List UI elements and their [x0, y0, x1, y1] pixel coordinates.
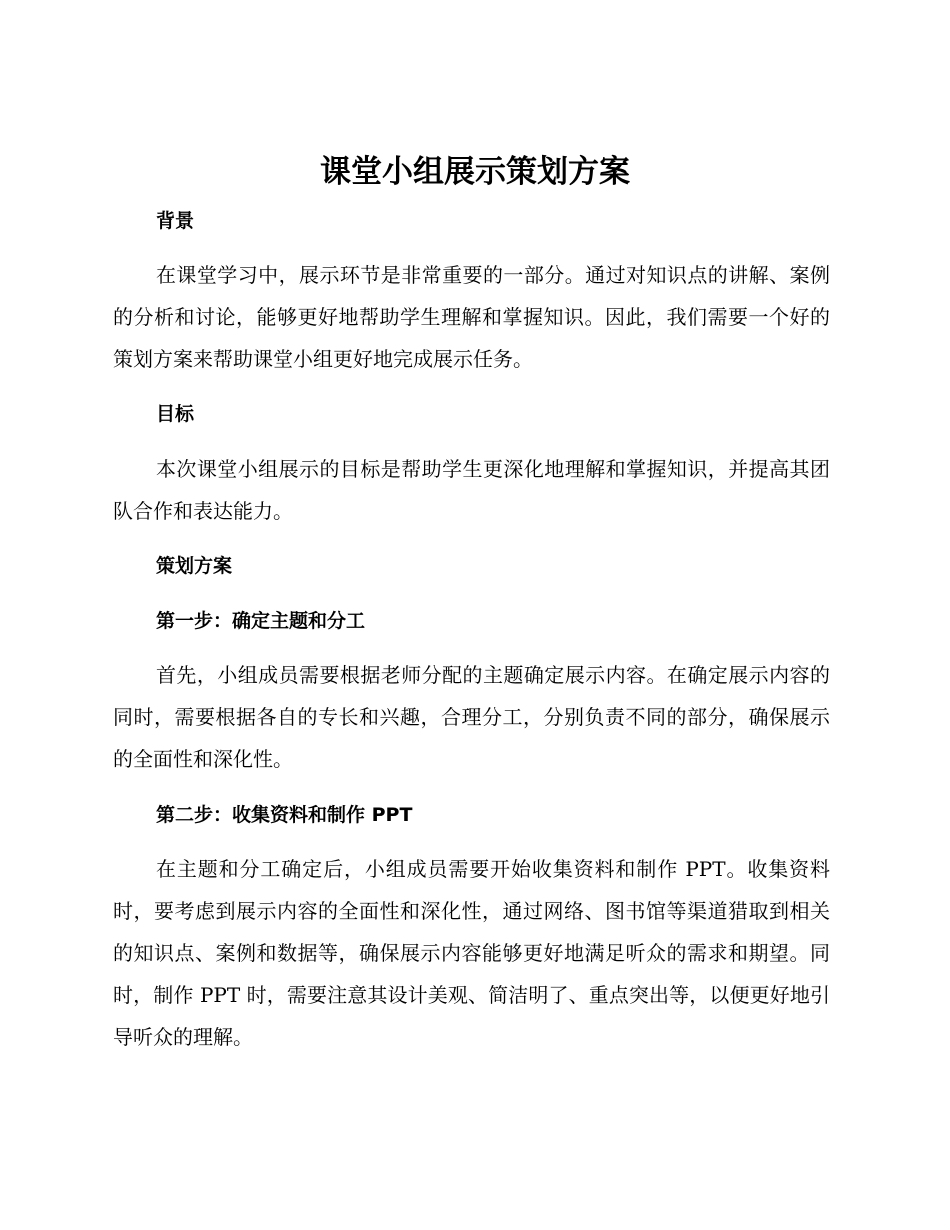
heading-step1: 第一步：确定主题和分工	[156, 610, 366, 632]
heading-step2: 第二步：收集资料和制作 PPT	[156, 804, 413, 826]
document-title: 课堂小组展示策划方案	[320, 154, 630, 190]
heading-goal: 目标	[156, 403, 195, 425]
heading-plan: 策划方案	[156, 555, 233, 577]
paragraph-step1: 首先，小组成员需要根据老师分配的主题确定展示内容。在确定展示内容的同时，需要根据各自的专长和兴趣，合理分工，分别负责不同的部分，确保展示的全面性和深化性。	[113, 663, 830, 771]
paragraph-step2: 在主题和分工确定后，小组成员需要开始收集资料和制作 PPT。收集资料时，要考虑到展示内容的全面性和深化性，通过网络、图书馆等渠道猎取到相关的知识点、案例和数据等，确保展示内容能够更好地满足听众的需求和期望。同时，制作 PPT 时，需要注意其设计美观、简洁明了、重点突出等，以便更好地引导听众的理解。	[113, 857, 830, 1049]
heading-background: 背景	[156, 210, 195, 232]
paragraph-background: 在课堂学习中，展示环节是非常重要的一部分。通过对知识点的讲解、案例的分析和讨论，能够更好地帮助学生理解和掌握知识。因此，我们需要一个好的策划方案来帮助课堂小组更好地完成展示任务。	[113, 263, 830, 371]
paragraph-goal: 本次课堂小组展示的目标是帮助学生更深化地理解和掌握知识，并提高其团队合作和表达能力。	[113, 457, 830, 523]
